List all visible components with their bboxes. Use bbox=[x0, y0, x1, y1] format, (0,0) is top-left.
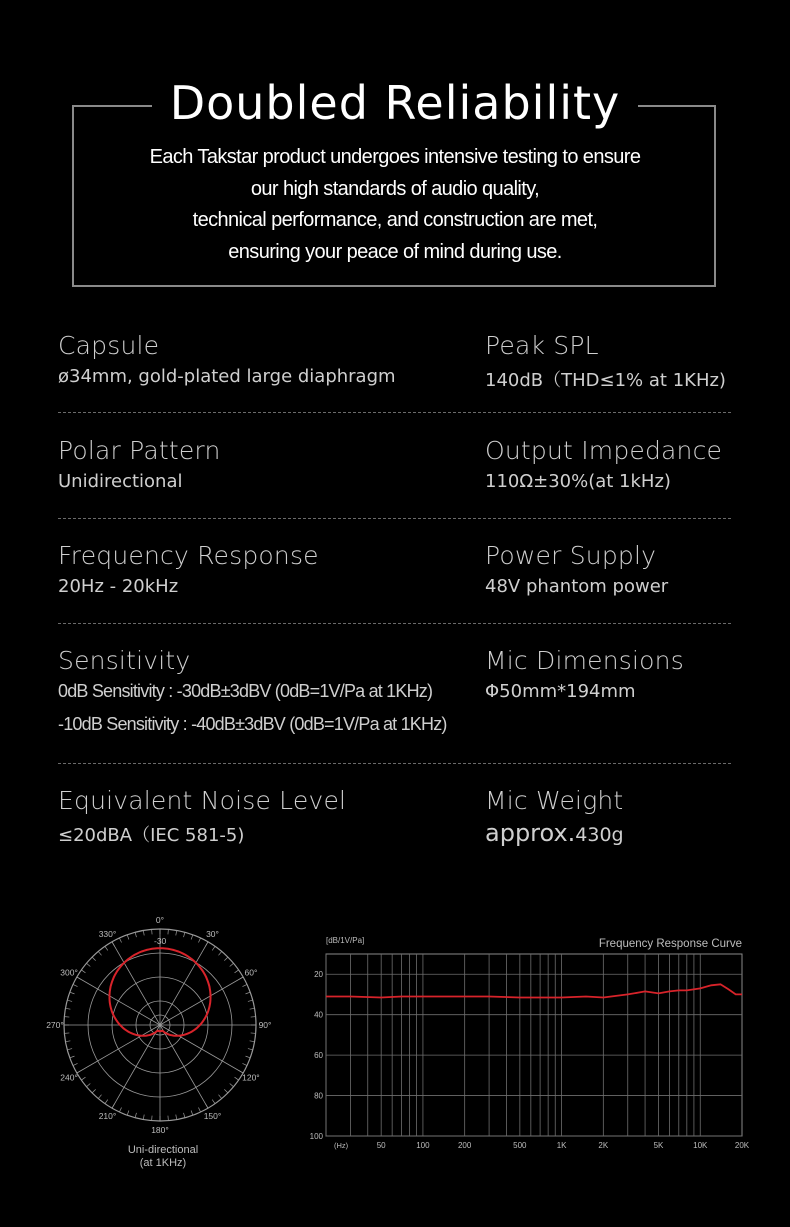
spec-mic-dimensions bbox=[485, 646, 684, 702]
fr-x-unit-label: (Hz) bbox=[334, 1141, 349, 1150]
polar-angle-label: 150° bbox=[203, 1110, 222, 1121]
polar-tick bbox=[230, 963, 234, 966]
polar-angle-label: 300° bbox=[60, 967, 78, 978]
fr-title: Frequency Response Curve bbox=[598, 938, 742, 950]
polar-tick bbox=[70, 992, 75, 994]
polar-tick bbox=[212, 946, 215, 950]
polar-tick bbox=[246, 1056, 251, 1058]
polar-tick bbox=[70, 1056, 75, 1058]
polar-tick bbox=[206, 1104, 209, 1108]
spec-power-supply bbox=[485, 541, 668, 597]
weight-unit: 430g bbox=[575, 824, 624, 846]
spec-value-10db: -10dB Sensitivity : -40dB±3dBV (0dB=1V/Pa at 1KHz) bbox=[58, 714, 447, 734]
polar-tick bbox=[191, 1111, 193, 1116]
fr-y-tick-label: 80 bbox=[314, 1091, 323, 1101]
fr-x-tick-label: 200 bbox=[457, 1141, 472, 1150]
spec-divider bbox=[58, 518, 731, 519]
polar-tick bbox=[127, 935, 129, 940]
polar-angle-label: 120° bbox=[242, 1072, 260, 1083]
polar-ring-label: -30 bbox=[154, 936, 167, 946]
polar-angle-label: 60° bbox=[244, 967, 258, 978]
polar-angle-label: 180° bbox=[151, 1125, 169, 1135]
polar-tick bbox=[230, 1083, 234, 1086]
frequency-response-chart bbox=[310, 930, 750, 1152]
fr-x-tick-label: 10K bbox=[693, 1141, 708, 1150]
polar-tick bbox=[198, 938, 200, 943]
spec-polar-pattern bbox=[58, 436, 221, 492]
spec-equivalent-noise bbox=[58, 786, 346, 847]
spec-value-0db: 0dB Sensitivity : -30dB±3dBV (0dB=1V/Pa at 1KHz) bbox=[58, 681, 433, 701]
fr-x-tick-label: 20K bbox=[734, 1141, 750, 1150]
header-description bbox=[80, 142, 710, 268]
polar-tick bbox=[250, 1041, 255, 1042]
spec-peak-spl bbox=[485, 331, 726, 392]
spec-value: 140dB（THD≤1% at 1KHz) bbox=[485, 370, 726, 391]
polar-tick bbox=[248, 1000, 253, 1001]
polar-tick bbox=[92, 1089, 96, 1093]
polar-tick bbox=[242, 1063, 247, 1065]
fr-x-tick-label: 2K bbox=[598, 1141, 609, 1150]
polar-pattern-chart bbox=[46, 910, 276, 1142]
polar-spoke bbox=[77, 977, 160, 1025]
fr-y-axis-label: [dB/1V/Pa] bbox=[326, 936, 365, 945]
spec-label: Equivalent Noise Level bbox=[58, 786, 347, 815]
spec-label: Mic Weight bbox=[485, 786, 624, 815]
spec-value: 20Hz - 20kHz bbox=[58, 576, 179, 597]
polar-tick bbox=[235, 970, 239, 973]
description-line-4: ensuring your peace of mind during use. bbox=[228, 240, 562, 263]
spec-label: Frequency Response bbox=[58, 541, 319, 570]
polar-tick bbox=[105, 1100, 108, 1104]
polar-tick bbox=[73, 1063, 78, 1065]
polar-spoke bbox=[77, 1025, 160, 1073]
polar-tick bbox=[184, 1113, 185, 1118]
polar-tick bbox=[105, 946, 108, 950]
polar-tick bbox=[246, 992, 251, 994]
polar-angle-label: 270° bbox=[46, 1020, 64, 1030]
polar-tick bbox=[250, 1008, 255, 1009]
polar-tick bbox=[86, 963, 90, 966]
polar-angle-label: 30° bbox=[206, 929, 219, 940]
spec-label: Output Impedance bbox=[485, 436, 723, 465]
polar-tick bbox=[242, 984, 247, 986]
polar-tick bbox=[176, 930, 177, 935]
polar-angle-label: 0° bbox=[155, 915, 165, 925]
spec-sensitivity bbox=[58, 646, 447, 735]
spec-label: Peak SPL bbox=[485, 331, 599, 360]
fr-x-tick-label: 100 bbox=[416, 1141, 430, 1150]
polar-tick bbox=[67, 1000, 72, 1001]
spec-divider bbox=[58, 763, 731, 764]
fr-y-tick-label: 100 bbox=[309, 1132, 323, 1141]
polar-angle-label: 240° bbox=[60, 1072, 78, 1083]
spec-label: Power Supply bbox=[485, 541, 657, 570]
fr-y-tick-label: 40 bbox=[314, 1010, 323, 1020]
polar-tick bbox=[143, 930, 144, 935]
fr-x-tick-label: 500 bbox=[513, 1141, 527, 1150]
fr-x-tick-label: 1K bbox=[556, 1141, 567, 1150]
polar-tick bbox=[127, 1111, 129, 1116]
spec-value: 110Ω±30%(at 1kHz) bbox=[485, 471, 671, 492]
spec-divider bbox=[58, 623, 731, 624]
polar-tick bbox=[135, 1113, 136, 1118]
polar-tick bbox=[235, 1077, 239, 1080]
spec-value: ≤20dBA（IEC 581-5) bbox=[58, 825, 245, 846]
polar-tick bbox=[248, 1049, 253, 1050]
polar-tick bbox=[112, 942, 115, 946]
spec-divider bbox=[58, 412, 731, 413]
polar-tick bbox=[86, 1083, 90, 1086]
polar-tick bbox=[65, 1008, 70, 1009]
spec-label: Mic Dimensions bbox=[485, 646, 684, 675]
polar-tick bbox=[65, 1041, 70, 1042]
polar-tick bbox=[119, 938, 121, 943]
polar-tick bbox=[92, 957, 96, 961]
spec-value: ø34mm, gold-plated large diaphragm bbox=[58, 366, 396, 387]
polar-tick bbox=[119, 1107, 121, 1112]
polar-tick bbox=[239, 977, 243, 980]
polar-angle-label: 90° bbox=[258, 1020, 272, 1030]
polar-tick bbox=[67, 1049, 72, 1050]
spec-frequency-response bbox=[58, 541, 319, 597]
polar-tick bbox=[212, 1100, 215, 1104]
polar-tick bbox=[198, 1107, 200, 1112]
fr-y-tick-label: 60 bbox=[314, 1051, 323, 1061]
fr-x-tick-label: 5K bbox=[653, 1141, 664, 1150]
polar-spoke bbox=[160, 977, 243, 1025]
polar-angle-label: 210° bbox=[98, 1110, 117, 1121]
description-line-3: technical performance, and construction are met, bbox=[192, 209, 598, 231]
fr-x-tick-label: 50 bbox=[376, 1141, 386, 1150]
polar-tick bbox=[224, 957, 228, 961]
polar-tick bbox=[98, 951, 101, 955]
polar-tick bbox=[143, 1115, 144, 1120]
spec-label: Capsule bbox=[58, 331, 160, 360]
polar-tick bbox=[135, 932, 136, 937]
polar-tick bbox=[73, 984, 78, 986]
polar-tick bbox=[112, 1104, 115, 1108]
spec-value: 48V phantom power bbox=[485, 576, 669, 597]
weight-approx: approx. bbox=[485, 819, 576, 847]
spec-value bbox=[485, 819, 624, 847]
spec-output-impedance bbox=[485, 436, 722, 492]
polar-angle-label: 330° bbox=[98, 929, 117, 940]
spec-label: Sensitivity bbox=[58, 646, 191, 675]
description-line-2: our high standards of audio quality, bbox=[250, 177, 540, 200]
description-line-1: Each Takstar product undergoes intensive testing to ensure bbox=[149, 146, 641, 168]
spec-label: Polar Pattern bbox=[58, 436, 221, 465]
polar-tick bbox=[98, 1095, 101, 1099]
page-title: Doubled Reliability bbox=[169, 76, 621, 130]
polar-tick bbox=[224, 1089, 228, 1093]
polar-caption-line-1: Uni-directional bbox=[127, 1144, 199, 1156]
spec-capsule bbox=[58, 331, 396, 387]
spec-value: Φ50mm*194mm bbox=[485, 681, 636, 702]
polar-tick bbox=[81, 1077, 85, 1080]
polar-spoke bbox=[160, 1025, 243, 1073]
fr-frame bbox=[326, 954, 742, 1136]
polar-tick bbox=[81, 970, 85, 973]
fr-response-curve bbox=[326, 984, 742, 997]
polar-tick bbox=[206, 942, 209, 946]
spec-value: Unidirectional bbox=[58, 471, 183, 492]
polar-spoke bbox=[112, 1025, 160, 1108]
polar-tick bbox=[218, 951, 221, 955]
polar-spoke bbox=[160, 1025, 208, 1108]
polar-tick bbox=[218, 1095, 221, 1099]
polar-tick bbox=[184, 932, 185, 937]
polar-caption-line-2: (at 1KHz) bbox=[139, 1157, 187, 1169]
polar-tick bbox=[176, 1115, 177, 1120]
spec-mic-weight bbox=[485, 786, 624, 847]
polar-tick bbox=[191, 935, 193, 940]
fr-y-tick-label: 20 bbox=[314, 970, 323, 980]
